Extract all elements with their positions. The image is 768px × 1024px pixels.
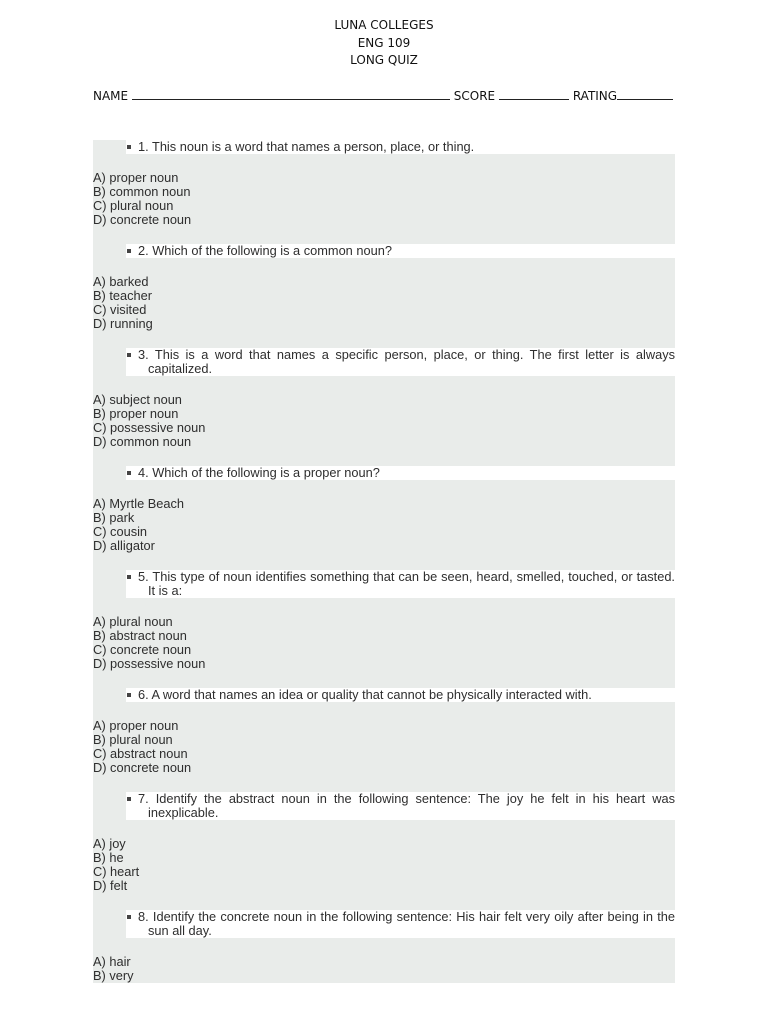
score-blank <box>499 88 569 100</box>
course-code: ENG 109 <box>357 35 411 50</box>
answer-option: C) heart <box>93 864 140 879</box>
question-text: 6. A word that names an idea or quality that cannot be physically interacted with. <box>138 687 592 702</box>
square-bullet-icon <box>127 693 131 697</box>
score-label: SCORE <box>453 89 496 103</box>
spacer <box>93 553 675 570</box>
answer-options <box>93 393 675 449</box>
spacer <box>93 449 675 466</box>
answer-option: D) running <box>93 316 153 331</box>
student-info-line <box>93 88 673 103</box>
answer-option: B) plural noun <box>93 732 173 747</box>
spacer <box>93 154 675 171</box>
answer-option: D) felt <box>93 878 128 893</box>
question-text: 1. This noun is a word that names a person, place, or thing. <box>138 139 475 154</box>
question-4 <box>126 466 675 480</box>
name-label: NAME <box>93 89 129 103</box>
answer-option: A) proper noun <box>93 718 179 733</box>
answer-options <box>93 955 675 983</box>
square-bullet-icon <box>127 145 131 149</box>
answer-option: B) abstract noun <box>93 628 187 643</box>
question-2 <box>126 244 675 258</box>
answer-option: A) barked <box>93 274 149 289</box>
rating-label: RATING <box>572 89 618 103</box>
question-text: 2. Which of the following is a common noun? <box>138 243 392 258</box>
answer-option: B) he <box>93 850 124 865</box>
answer-option: C) plural noun <box>93 198 174 213</box>
answer-option: C) possessive noun <box>93 420 206 435</box>
question-6 <box>126 688 675 702</box>
question-3 <box>126 348 675 376</box>
square-bullet-icon <box>127 575 131 579</box>
question-7 <box>126 792 675 820</box>
spacer <box>93 258 675 275</box>
answer-option: D) concrete noun <box>93 212 192 227</box>
spacer <box>93 775 675 792</box>
square-bullet-icon <box>127 353 131 357</box>
answer-option: A) joy <box>93 836 126 851</box>
answer-options <box>93 615 675 671</box>
answer-option: B) proper noun <box>93 406 179 421</box>
spacer <box>93 376 675 393</box>
school-name: LUNA COLLEGES <box>334 18 434 32</box>
answer-option: D) concrete noun <box>93 760 192 775</box>
quiz-body <box>93 140 675 983</box>
answer-options <box>93 275 675 331</box>
square-bullet-icon <box>127 249 131 253</box>
answer-option: C) concrete noun <box>93 642 192 657</box>
answer-options <box>93 171 675 227</box>
spacer <box>93 598 675 615</box>
question-8 <box>126 910 675 938</box>
answer-option: C) visited <box>93 302 147 317</box>
question-text: 3. This is a word that names a specific person, place, or thing. The first letter is always capitalized. <box>138 347 675 376</box>
question-text: 8. Identify the concrete noun in the following sentence: His hair felt very oily after being in the sun all day. <box>138 909 675 938</box>
question-1 <box>126 140 675 154</box>
spacer <box>93 702 675 719</box>
answer-option: A) plural noun <box>93 614 173 629</box>
question-text: 4. Which of the following is a proper noun? <box>138 465 380 480</box>
document-header <box>0 17 768 70</box>
answer-option: C) abstract noun <box>93 746 188 761</box>
answer-options <box>93 837 675 893</box>
spacer <box>93 893 675 910</box>
answer-option: B) very <box>93 968 134 983</box>
question-5 <box>126 570 675 598</box>
answer-option: D) possessive noun <box>93 656 206 671</box>
spacer <box>93 938 675 955</box>
exam-title: LONG QUIZ <box>350 53 418 67</box>
answer-option: B) park <box>93 510 135 525</box>
answer-option: D) alligator <box>93 538 155 553</box>
rating-blank <box>617 88 673 100</box>
answer-option: A) hair <box>93 954 131 969</box>
answer-option: D) common noun <box>93 434 192 449</box>
answer-option: A) proper noun <box>93 170 179 185</box>
question-text: 7. Identify the abstract noun in the following sentence: The joy he felt in his heart was inexplicable. <box>138 791 675 820</box>
spacer <box>93 671 675 688</box>
square-bullet-icon <box>127 471 131 475</box>
answer-option: B) common noun <box>93 184 191 199</box>
spacer <box>93 820 675 837</box>
answer-option: A) subject noun <box>93 392 182 407</box>
question-text: 5. This type of noun identifies something that can be seen, heard, smelled, touched, or tasted. It is a: <box>138 569 675 598</box>
answer-option: C) cousin <box>93 524 148 539</box>
spacer <box>93 227 675 244</box>
answer-options <box>93 497 675 553</box>
answer-option: B) teacher <box>93 288 153 303</box>
name-blank <box>132 88 450 100</box>
spacer <box>93 480 675 497</box>
answer-options <box>93 719 675 775</box>
square-bullet-icon <box>127 797 131 801</box>
square-bullet-icon <box>127 915 131 919</box>
spacer <box>93 331 675 348</box>
answer-option: A) Myrtle Beach <box>93 496 185 511</box>
